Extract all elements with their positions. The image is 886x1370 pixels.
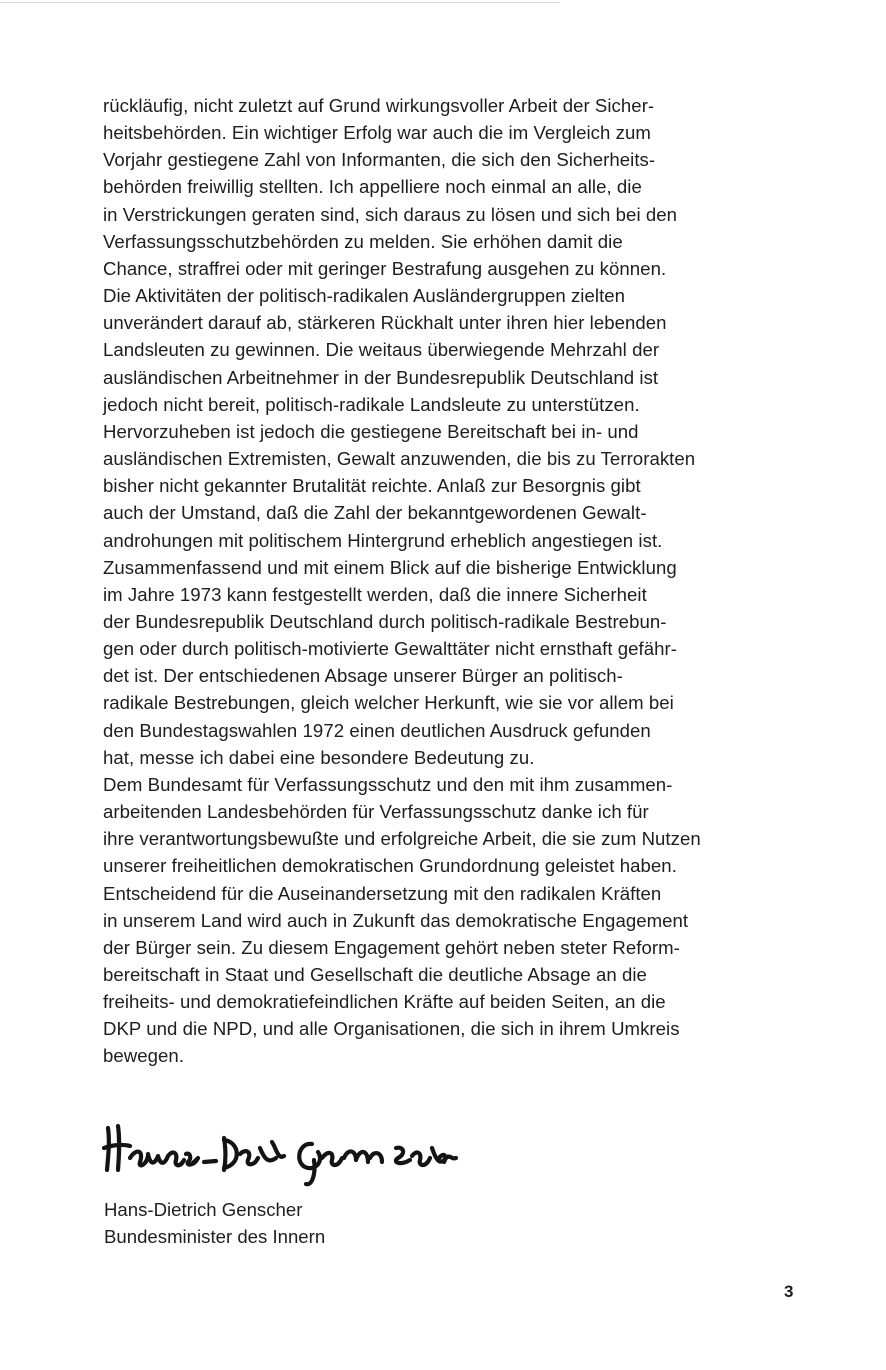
text-line: heitsbehörden. Ein wichtiger Erfolg war auch die im Vergleich zum [103,122,651,144]
text-line: Entscheidend für die Auseinandersetzung mit den radikalen Kräften [103,882,662,904]
handwritten-signature [100,1118,460,1190]
text-line: Chance, straffrei oder mit geringer Bestrafung ausgehen zu können. [103,257,667,279]
text-line: bisher nicht gekannter Brutalität reichte. Anlaß zur Besorgnis gibt [103,475,641,497]
text-line: hat, messe ich dabei eine besondere Bedeutung zu. [103,746,535,768]
text-line: ausländischen Arbeitnehmer in der Bundesrepublik Deutschland ist [103,366,659,388]
text-line: det ist. Der entschiedenen Absage unserer Bürger an politisch- [103,665,623,687]
text-line: DKP und die NPD, und alle Organisationen, die sich in ihrem Umkreis [103,1018,680,1040]
text-line: den Bundestagswahlen 1972 einen deutlichen Ausdruck gefunden [103,719,651,741]
text-line: radikale Bestrebungen, gleich welcher Herkunft, wie sie vor allem bei [103,692,674,714]
text-line: gen oder durch politisch-motivierte Gewalttäter nicht ernsthaft gefähr- [103,638,678,660]
text-line: androhungen mit politischem Hintergrund erheblich angestiegen ist. [103,529,663,551]
signer-block [104,1196,325,1250]
text-line: arbeitenden Landesbehörden für Verfassungsschutz danke ich für [103,801,649,823]
signer-title: Bundesminister des Innern [104,1226,326,1247]
text-line: jedoch nicht bereit, politisch-radikale Landsleute zu unterstützen. [103,393,640,415]
text-line: unverändert darauf ab, stärkeren Rückhalt unter ihren hier lebenden [103,312,667,334]
text-line: auch der Umstand, daß die Zahl der bekanntgewordenen Gewalt- [103,502,647,524]
text-line: Dem Bundesamt für Verfassungsschutz und den mit ihm zusammen- [103,773,673,795]
text-line: ihre verantwortungsbewußte und erfolgreiche Arbeit, die sie zum Nutzen [103,828,701,850]
text-line: unserer freiheitlichen demokratischen Grundordnung geleistet haben. [103,855,677,877]
text-line: Die Aktivitäten der politisch-radikalen Ausländergruppen zielten [103,285,626,307]
scan-edge-line [0,2,560,3]
text-line: der Bürger sein. Zu diesem Engagement gehört neben steter Reform- [103,936,680,958]
text-line: freiheits- und demokratiefeindlichen Kräfte auf beiden Seiten, an die [103,991,666,1013]
text-line: bereitschaft in Staat und Gesellschaft die deutliche Absage an die [103,964,647,985]
text-line: Hervorzuheben ist jedoch die gestiegene Bereitschaft bei in- und [103,420,639,442]
text-line: Zusammenfassend und mit einem Blick auf die bisherige Entwicklung [103,556,677,578]
text-line: der Bundesrepublik Deutschland durch politisch-radikale Bestrebun- [103,610,667,632]
text-line: ausländischen Extremisten, Gewalt anzuwenden, die bis zu Terrorakten [103,448,696,470]
page-number: 3 [784,1282,794,1301]
letter-body [103,92,793,1070]
text-line: Landsleuten zu gewinnen. Die weitaus überwiegende Mehrzahl der [103,339,660,361]
signature-image [100,1118,460,1190]
text-line: bewegen. [103,1045,185,1067]
text-line: im Jahre 1973 kann festgestellt werden, daß die innere Sicherheit [103,583,647,605]
signer-name: Hans-Dietrich Genscher [104,1199,303,1220]
text-line: in unserem Land wird auch in Zukunft das demokratische Engagement [103,909,689,931]
text-line: behörden freiwillig stellten. Ich appelliere noch einmal an alle, die [103,176,642,198]
text-line: in Verstrickungen geraten sind, sich daraus zu lösen und sich bei den [103,203,678,225]
text-line: Verfassungsschutzbehörden zu melden. Sie erhöhen damit die [103,230,623,252]
text-line: rückläufig, nicht zuletzt auf Grund wirkungsvoller Arbeit der Sicher- [103,95,655,116]
text-line: Vorjahr gestiegene Zahl von Informanten, die sich den Sicherheits- [103,149,656,171]
